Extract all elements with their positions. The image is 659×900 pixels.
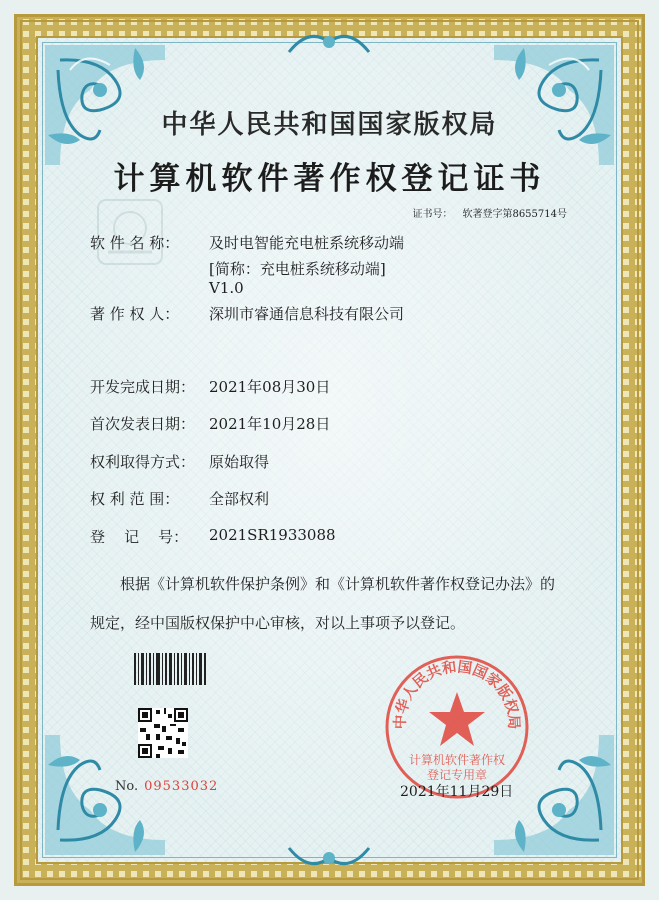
field-label: 权利取得方式： [90, 453, 196, 471]
software-name-details [209, 260, 386, 298]
certificate-number-value: 软著登字第8655714号 [462, 209, 567, 220]
field-label: 著 作 权 人： [90, 305, 180, 323]
field-value: 全部权利 [209, 490, 270, 508]
field-label: 软 件 名 称： [90, 234, 180, 252]
field-value: 深圳市睿通信息科技有限公司 [209, 305, 405, 323]
barcode-icon [134, 653, 208, 685]
seal-inner-line-1: 计算机软件著作权 [408, 753, 506, 767]
seal-outer-text: 中华人民共和国国家版权局 [391, 658, 523, 730]
field-value: 原始取得 [209, 453, 270, 471]
body-text-line-1: 根据《计算机软件保护条例》和《计算机软件著作权登记办法》的 [120, 575, 556, 593]
field-value: 2021年08月30日 [209, 378, 331, 396]
serial-number [115, 779, 218, 794]
seal-inner-line-2: 登记专用章 [426, 768, 488, 782]
issuing-authority: 中华人民共和国国家版权局 [161, 110, 498, 140]
official-seal-stamp [382, 652, 532, 802]
certificate-number [412, 205, 567, 220]
software-abbreviation: [简称：充电桩系统移动端] [209, 260, 386, 278]
field-label: 首次发表日期： [90, 415, 196, 433]
field-value: 2021年10月28日 [209, 415, 331, 433]
software-version: V1.0 [209, 279, 244, 297]
body-text-line-2: 规定，经中国版权保护中心审核，对以上事项予以登记。 [90, 614, 466, 632]
serial-value: 09533032 [144, 779, 219, 794]
bottom-center-ornament [279, 838, 379, 878]
qr-code-icon [138, 708, 188, 758]
field-label: 开发完成日期： [90, 378, 196, 396]
field-value: 及时电智能充电桩系统移动端 [209, 234, 405, 252]
serial-prefix: No. [115, 779, 139, 794]
field-label: 权 利 范 围： [90, 490, 180, 508]
top-center-ornament [279, 22, 379, 62]
field-value: 2021SR1933088 [209, 526, 336, 544]
certificate-number-label: 证书号： [412, 209, 453, 220]
issue-date: 2021年11月29日 [400, 784, 514, 800]
certificate-title: 计算机软件著作权登记证书 [113, 161, 546, 197]
field-label: 登 记 号： [90, 528, 189, 546]
